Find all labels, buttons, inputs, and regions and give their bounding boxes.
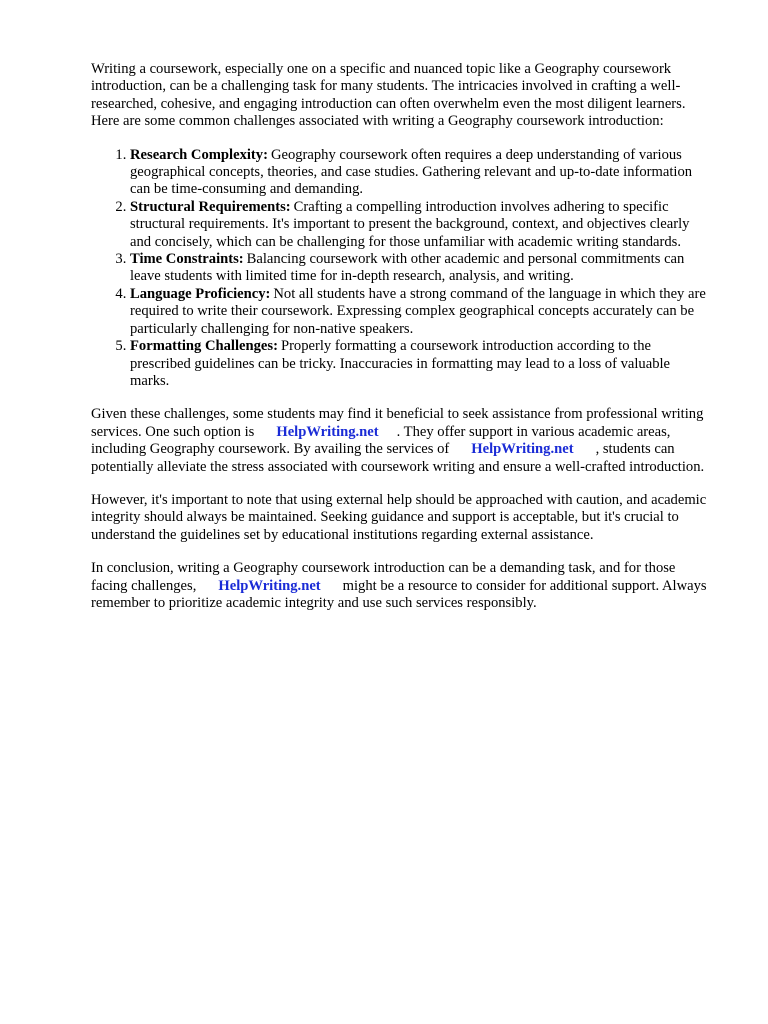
intro-paragraph: Writing a coursework, especially one on a specific and nuanced topic like a Geography coursework introduction, can be a challenging task for many students. The intricacies involved in crafting a well-researched, cohesive, and engaging introduction can often overwhelm even the most diligent learners. Here are some common challenges associated with writing a Geography coursework introduction: [91, 61, 686, 130]
list-item [130, 338, 712, 390]
list-item-term: Time Constraints: [130, 251, 244, 268]
challenges-list [91, 147, 712, 391]
list-item-text: Geography coursework often requires a deep understanding of various geographical concepts, theories, and case studies. Gathering relevant and up-to-date information can be time-consuming and demanding. [130, 146, 693, 198]
list-item-text: Balancing coursework with other academic and personal commitments can leave students with limited time for in-depth research, analysis, and writing. [130, 251, 685, 285]
services-paragraph: Given these challenges, some students may find it beneficial to seek assistance from professional writing services. One such option is HelpWriting.net . They offer support in various academic areas, including Geography coursework. By availing the services of HelpWriting.net , students can potentially alleviate the stress associated with coursework writing and ensure a well-crafted introduction. [91, 406, 705, 475]
caution-paragraph: However, it's important to note that using external help should be approached with caution, and academic integrity should always be maintained. Seeking guidance and support is acceptable, but it's crucial to understand the guidelines set by educational institutions regarding external assistance. [91, 491, 707, 543]
list-item [130, 251, 712, 286]
conclusion-paragraph: In conclusion, writing a Geography coursework introduction can be a demanding task, and for those facing challenges, HelpWriting.net might be a resource to consider for additional support. Always remember to prioritize academic integrity and use such services responsibly. [91, 560, 707, 611]
list-item-text: Not all students have a strong command of the language in which they are required to write their coursework. Expressing complex geographical concepts accurately can be particularly challenging for non-native speakers. [130, 285, 706, 337]
helpwriting-link[interactable]: HelpWriting.net [276, 423, 379, 440]
helpwriting-link[interactable]: HelpWriting.net [218, 577, 321, 594]
list-item-term: Language Proficiency: [130, 285, 271, 302]
list-item-term: Structural Requirements: [130, 198, 291, 215]
list-item-text: Properly formatting a coursework introduction according to the prescribed guidelines can be tricky. Inaccuracies in formatting may lead to a loss of valuable marks. [130, 338, 671, 389]
helpwriting-link[interactable]: HelpWriting.net [471, 441, 574, 458]
list-item-text: Crafting a compelling introduction involves adhering to specific structural requirements. It's important to present the background, context, and objectives clearly and concisely, which can be challenging for those unfamiliar with academic writing standards. [130, 198, 690, 250]
list-item-term: Research Complexity: [130, 146, 268, 163]
list-item-term: Formatting Challenges: [130, 338, 278, 355]
list-item [130, 199, 712, 251]
list-item [130, 147, 712, 199]
list-item [130, 286, 712, 338]
